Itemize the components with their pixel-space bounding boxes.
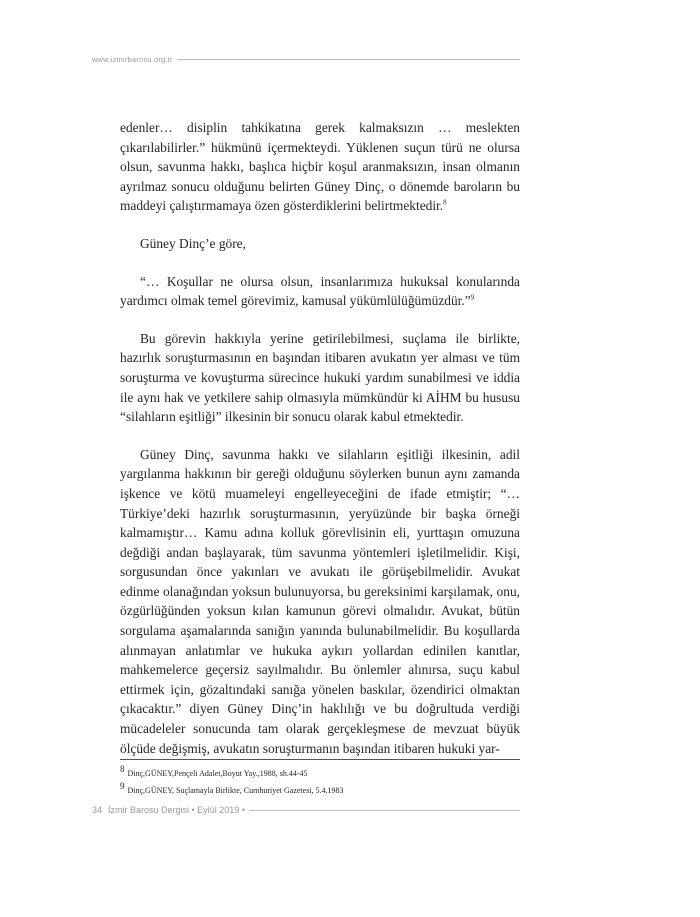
footnote xyxy=(120,782,520,799)
quote-paragraph xyxy=(120,272,520,311)
page-number: 34 xyxy=(92,805,103,815)
footer-rule xyxy=(249,810,520,811)
journal-name: İzmir Barosu Dergisi • Eylül 2019 • xyxy=(108,805,245,815)
footnote-number: 9 xyxy=(120,781,125,792)
footnotes xyxy=(120,765,520,799)
header-url: www.izmirbarosu.org.tr xyxy=(92,54,173,64)
footnote-ref: 8 xyxy=(443,198,447,207)
paragraph xyxy=(120,234,520,254)
paragraph-text: edenler… disiplin tahkikatına gerek kalmaksızın … meslekten çıkarılabilirler.” hükmünü içermekteydi. Yüklenen suçun türü ne olursa olsun, savunma hakkı, başlıca hiçbir koşul aranmaksızın, insan olmanın ayrılmaz sonucu olduğunu belirten Güney Dinç, o dönemde baroların bu maddeyi çalıştırmamaya özen gösterdiklerini belirtmektedir. xyxy=(120,120,520,214)
footnote-ref: 9 xyxy=(470,293,475,302)
main-text xyxy=(120,118,520,758)
paragraph xyxy=(120,329,520,427)
paragraph-text: Bu görevin hakkıyla yerine getirilebilmesi, suçlama ile birlikte, hazırlık soruşturmasının en başından itibaren avukatın yer alması ve tüm soruşturma ve kovuşturma sürecince hukuki yardım sunabilmesi ve iddia ile aynı hak ve yetkilere sahip olmasıyla mümkündür ki AİHM bu hususu “silahların eşitliği” ilkesinin bir sonucu olarak kabul etmektedir. xyxy=(120,330,520,425)
paragraph xyxy=(120,445,520,759)
paragraph-text: Güney Dinç, savunma hakkı ve silahların eşitliği ilkesinin, adil yargılanma hakkının bir gereği olduğunu söylerken bunun aynı zamanda işkence ve kötü muameleyi engelleyeceğini de ifade etmiştir; “…Türkiye’deki hazırlık soruşturmasının, yeryüzünde bir başka örneği kalmamıştır… Kamu adına kolluk görevlisinin eli, yurttaşın omuzuna değdiği andan başlayarak, tüm savunma yöntemleri işletilmelidir. Kişi, sorgusundan önce yakınları ve avukatı ile görüşebilmelidir. Avukat edinme olanağından yoksun bulunuyorsa, bu gereksinimi karşılamak, onu, özgürlüğünden yoksun kılan kamunun görevi olmalıdır. Avukat, bütün sorgulama aşamalarında sanığın yanında bulunabilmelidir. Bu koşullarda alınmayan anlatımlar ve hukuka aykırı yollardan edinilen kanıtlar, mahkemelerce geçersiz sayılmalıdır. Bu önlemler alınırsa, suçu kabul ettirmek için, gözaltındaki sanığa yönelen baskılar, özendirici olmaktan çıkacaktır.” diyen Güney Dinç’in haklılığı ve bu doğrultuda verdiği mücadeleler sonucunda tam olarak gerçekleşmese de mevzuat büyük ölçüde değişmiş, avukatın soruşturmanın başından itibaren hukuki yar- xyxy=(120,446,520,756)
paragraph xyxy=(120,118,520,216)
running-header xyxy=(92,52,520,66)
header-rule xyxy=(177,59,520,60)
paragraph-text: “… Koşullar ne olursa olsun, insanlarımıza hukuksal konularında yardımcı olmak temel görevimiz, kamusal yükümlülüğümüzdür.” xyxy=(120,273,520,309)
paragraph-text: Güney Dinç’e göre, xyxy=(140,235,246,251)
footnote xyxy=(120,765,520,782)
footnote-text: Dinç,GÜNEY, Suçlamayla Birlikte, Cumhuriyet Gazetesi, 5.4.1983 xyxy=(127,786,344,795)
footnote-divider xyxy=(120,759,520,760)
footnote-text: Dinç,GÜNEY,Pençeli Adalet,Boyut Yay.,1988, sh.44-45 xyxy=(127,769,308,778)
footnote-number: 8 xyxy=(120,764,125,775)
running-footer xyxy=(92,803,520,817)
